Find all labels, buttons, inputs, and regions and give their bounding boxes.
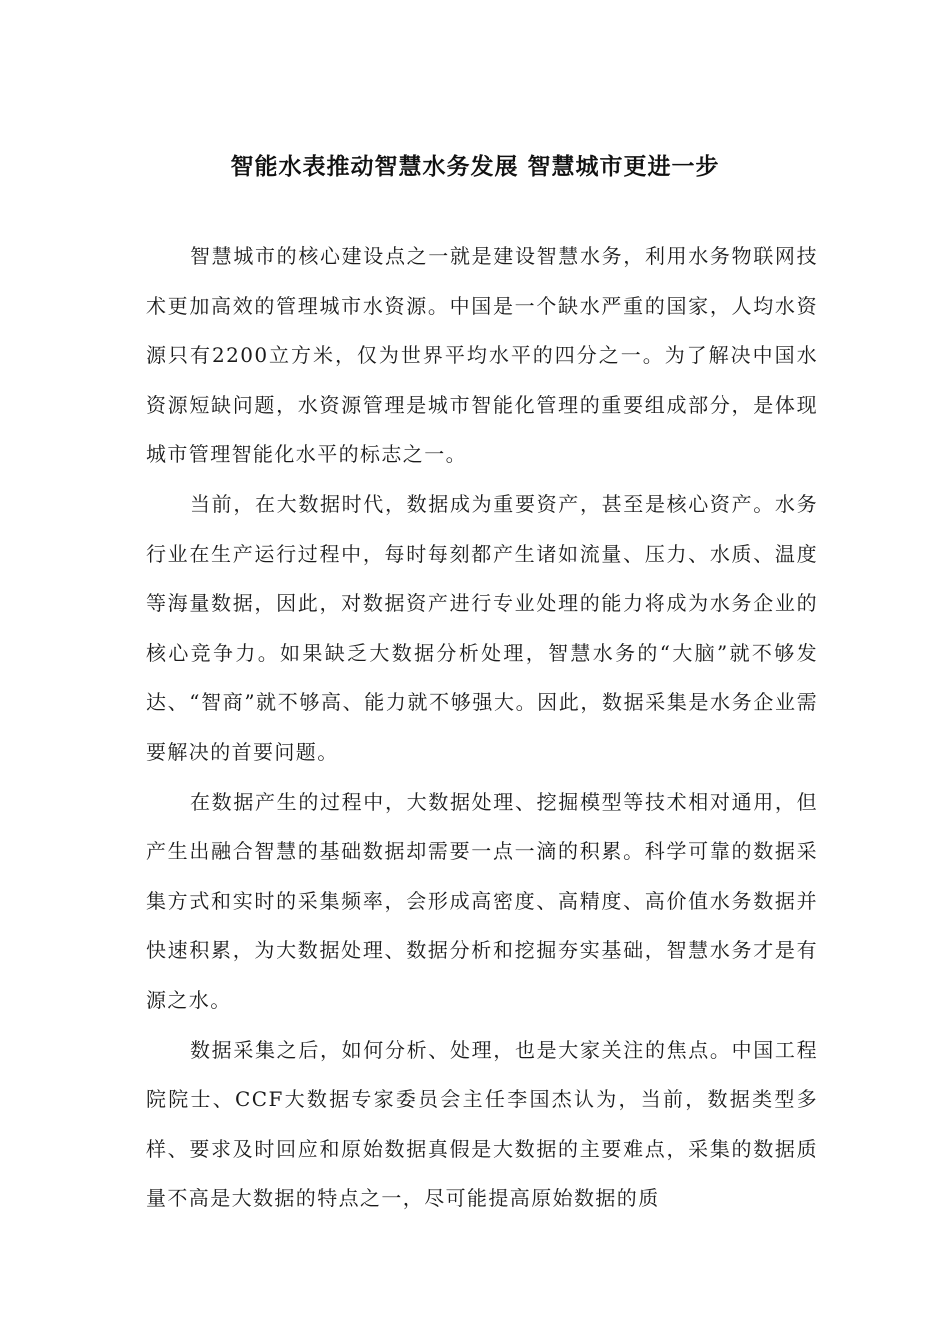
paragraph-1: 智慧城市的核心建设点之一就是建设智慧水务，利用水务物联网技术更加高效的管理城市水资源。中国是一个缺水严重的国家，人均水资源只有2200立方米，仅为世界平均水平的四分之一。为了解决中国水资源短缺问题，水资源管理是城市智能化管理的重要组成部分，是体现城市管理智能化水平的标志之一。 <box>146 244 818 467</box>
document-body <box>146 232 818 1224</box>
document-title: 智能水表推动智慧水务发展 智慧城市更进一步 <box>230 154 720 181</box>
paragraph-2: 当前，在大数据时代，数据成为重要资产，甚至是核心资产。水务行业在生产运行过程中，每时每刻都产生诸如流量、压力、水质、温度等海量数据，因此，对数据资产进行专业处理的能力将成为水务企业的核心竞争力。如果缺乏大数据分析处理，智慧水务的“大脑”就不够发达、“智商”就不够高、能力就不够强大。因此，数据采集是水务企业需要解决的首要问题。 <box>146 491 818 764</box>
paragraph-3: 在数据产生的过程中，大数据处理、挖掘模型等技术相对通用，但产生出融合智慧的基础数据却需要一点一滴的积累。科学可靠的数据采集方式和实时的采集频率，会形成高密度、高精度、高价值水务数据并快速积累，为大数据处理、数据分析和挖掘夯实基础，智慧水务才是有源之水。 <box>146 789 818 1012</box>
paragraph-4: 数据采集之后，如何分析、处理，也是大家关注的焦点。中国工程院院士、CCF大数据专家委员会主任李国杰认为，当前，数据类型多样、要求及时回应和原始数据真假是大数据的主要难点，采集的数据质量不高是大数据的特点之一，尽可能提高原始数据的质 <box>146 1037 818 1211</box>
